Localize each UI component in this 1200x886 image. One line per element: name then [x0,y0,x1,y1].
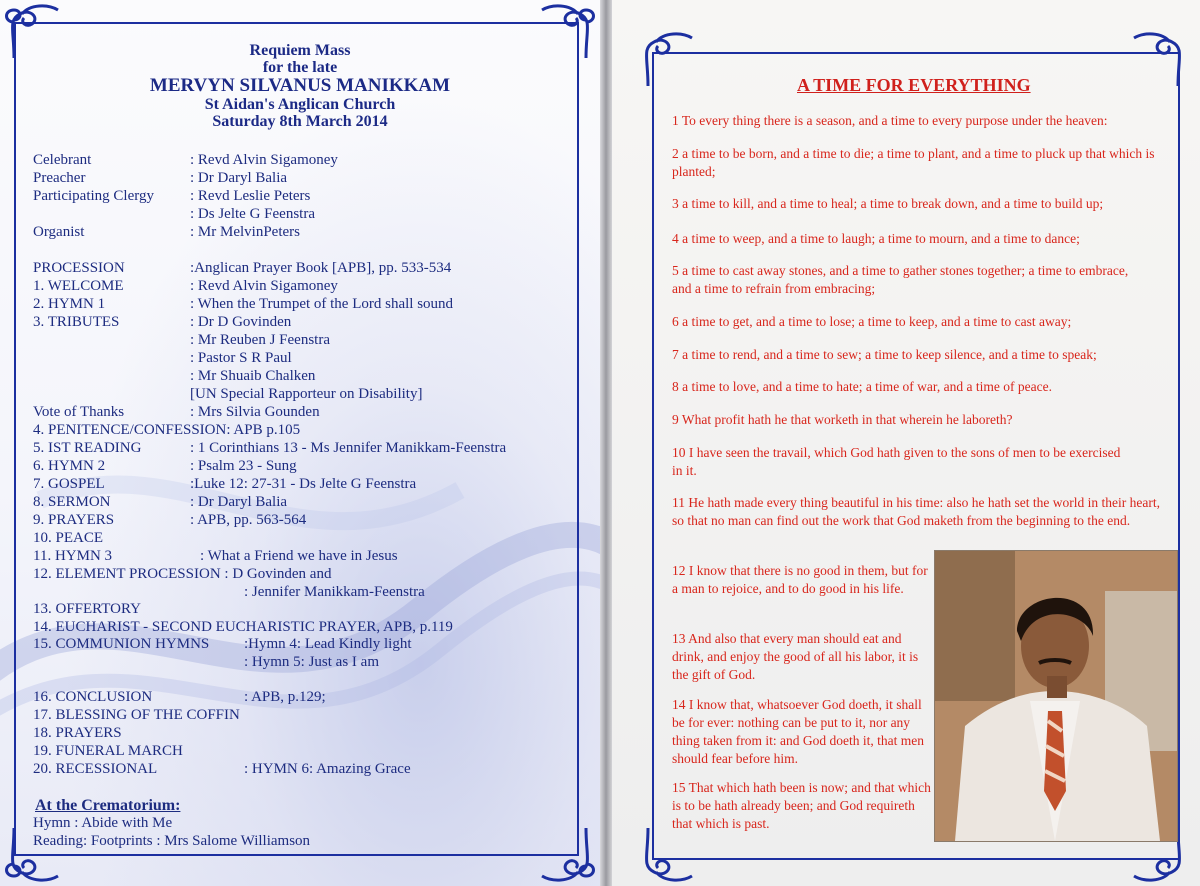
corner-scroll-ornament-icon [634,28,694,88]
program-item-label: 12. ELEMENT PROCESSION : D Govinden and [33,566,332,582]
program-item-label: 5. IST READING [33,440,142,456]
program-item-detail: : Jennifer Manikkam-Feenstra [244,584,425,600]
program-item-label: 20. RECESSIONAL [33,761,158,777]
book-gutter [600,0,612,886]
portrait-photo [934,550,1178,842]
program-item-detail: : Pastor S R Paul [190,350,292,366]
program-item-detail: : APB, pp. 563-564 [190,512,307,528]
crematorium-reading: Reading: Footprints : Mrs Salome Williamson [33,833,311,849]
program-item-label: 18. PRAYERS [33,725,122,741]
program-item-label: 11. HYMN 3 [33,548,113,564]
program-item-detail: : When the Trumpet of the Lord shall sound [190,296,454,312]
program-item-label: 17. BLESSING OF THE COFFIN [33,707,240,723]
program-item-detail: : Ds Jelte G Feenstra [190,206,315,222]
program-item-detail: : What a Friend we have in Jesus [200,548,398,564]
service-date: Saturday 8th March 2014 [212,113,388,130]
program-item-label: 14. EUCHARIST - SECOND EUCHARISTIC PRAYER, APB, p.119 [33,619,453,635]
program-item-detail: : Revd Leslie Peters [190,188,311,204]
program-item-detail: : Revd Alvin Sigamoney [190,152,338,168]
portrait-illustration [935,551,1177,841]
program-item-label: 10. PEACE [33,530,104,546]
verse-item: 11 He hath made every thing beautiful in his time: also he hath set the world in their heart, so that no man can find out the work that God maketh from the beginning to the end. [672,495,1160,528]
program-item-detail: : Dr Daryl Balia [190,494,288,510]
program-item-detail: [UN Special Rapporteur on Disability] [190,386,423,402]
program-item-label: 6. HYMN 2 [33,458,106,474]
program-item-label: Celebrant [33,152,92,168]
program-item-detail: : Mr MelvinPeters [190,224,300,240]
program-item-detail: : Dr Daryl Balia [190,170,288,186]
verse-item: 15 That which hath been is now; and that which is to be hath already been; and God requireth that which is past. [672,780,931,831]
program-item-label: 7. GOSPEL [33,476,105,492]
crematorium-hymn: Hymn : Abide with Me [33,815,173,831]
verse-item: 4 a time to weep, and a time to laugh; a time to mourn, and a time to dance; [672,231,1080,246]
verse-item: 5 a time to cast away stones, and a time to gather stones together; a time to embrace, and a time to refrain from embracing; [672,263,1129,296]
program-item-label: 13. OFFERTORY [33,601,142,617]
program-item-detail: :Hymn 4: Lead Kindly light [244,636,412,652]
program-item-label: 3. TRIBUTES [33,314,120,330]
program-item-detail: :Luke 12: 27-31 - Ds Jelte G Feenstra [190,476,417,492]
program-item-label: 8. SERMON [33,494,111,510]
service-title [0,42,600,130]
corner-scroll-ornament-icon [634,826,694,886]
verse-item: 3 a time to kill, and a time to heal; a time to break down, and a time to build up; [672,196,1104,211]
church-name: St Aidan's Anglican Church [204,96,396,113]
title-line: Requiem Mass [249,42,351,59]
program-item-label: 9. PRAYERS [33,512,115,528]
verse-item: 14 I know that, whatsoever God doeth, it shall be for ever: nothing can be put to it, nor any thing taken from it: and God doeth it, that men should fear before him. [672,697,924,766]
verse-item: 1 To every thing there is a season, and a time to every purpose under the heaven: [672,113,1108,128]
program-item-detail: : Dr D Govinden [190,314,292,330]
program-item-detail: : HYMN 6: Amazing Grace [244,761,411,777]
verse-item: 10 I have seen the travail, which God hath given to the sons of men to be exercised in it. [672,445,1121,478]
program-item-detail: : Hymn 5: Just as I am [244,654,379,670]
verse-item: 12 I know that there is no good in them, but for a man to rejoice, and to do good in his life. [672,563,928,596]
crematorium-heading: At the Crematorium: [35,797,181,814]
program-item-detail: : Revd Alvin Sigamoney [190,278,338,294]
verse-item: 9 What profit hath he that worketh in that wherein he laboreth? [672,412,1013,427]
program-item-label: 2. HYMN 1 [33,296,106,312]
program-item-label: PROCESSION [33,260,125,276]
program-item-detail: : Mr Shuaib Chalken [190,368,316,384]
verse-item: 8 a time to love, and a time to hate; a time of war, and a time of peace. [672,379,1052,394]
program-item-detail: : Psalm 23 - Sung [190,458,297,474]
verse-item: 6 a time to get, and a time to lose; a time to keep, and a time to cast away; [672,314,1072,329]
program-item-detail: : Mr Reuben J Feenstra [190,332,330,348]
program-item-label: Vote of Thanks [33,404,125,420]
deceased-name: MERVYN SILVANUS MANIKKAM [149,75,451,96]
program-item-label: Preacher [33,170,86,186]
corner-scroll-ornament-icon [540,826,600,886]
program-item-label: Participating Clergy [33,188,154,204]
verse-item: 13 And also that every man should eat and drink, and enjoy the good of all his labor, it is the gift of God. [672,631,919,682]
program-item-label: 19. FUNERAL MARCH [33,743,183,759]
program-item-label: 15. COMMUNION HYMNS [33,636,210,652]
program-item-detail: : 1 Corinthians 13 - Ms Jennifer Manikkam-Feenstra [190,440,507,456]
verse-item: 2 a time to be born, and a time to die; a time to plant, and a time to pluck up that which is planted; [672,146,1155,179]
corner-scroll-ornament-icon [1132,28,1192,88]
program-item-detail: : APB, p.129; [244,689,326,705]
program-item-label: Organist [33,224,85,240]
program-item-detail: : Mrs Silvia Gounden [190,404,320,420]
program-item-label: 16. CONCLUSION [33,689,153,705]
verses-title: A TIME FOR EVERYTHING [797,75,1031,95]
program-item-label: 1. WELCOME [33,278,124,294]
title-line: for the late [262,59,338,76]
program-item-label: 4. PENITENCE/CONFESSION: APB p.105 [33,422,301,438]
program-item-detail: :Anglican Prayer Book [APB], pp. 533-534 [190,260,452,276]
verse-item: 7 a time to rend, and a time to sew; a time to keep silence, and a time to speak; [672,347,1097,362]
